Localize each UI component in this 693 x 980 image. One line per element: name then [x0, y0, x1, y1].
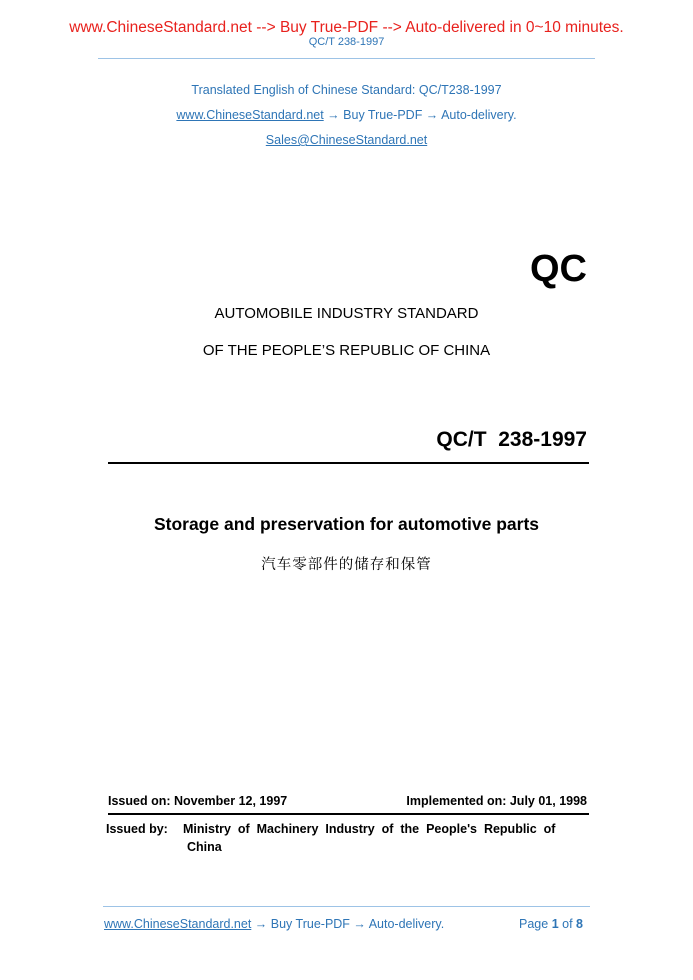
standard-number: QC/T 238-1997 — [436, 428, 587, 451]
footer-delivery-text: → Buy True-PDF → Auto-delivery. — [251, 917, 445, 931]
issued-on: Issued on: November 12, 1997 — [108, 794, 288, 808]
promo-banner[interactable]: www.ChineseStandard.net --> Buy True-PDF --> Auto-delivered in 0~10 minutes. — [69, 19, 624, 36]
issued-by-label: Issued by: — [106, 822, 168, 836]
issued-by-line-1: Ministry of Machinery Industry of the People's Republic of — [183, 822, 556, 836]
page-total: 8 — [576, 917, 583, 931]
issued-by-line-2: China — [187, 840, 222, 854]
org-line-1: AUTOMOBILE INDUSTRY STANDARD — [214, 305, 479, 322]
document-title-en: Storage and preservation for automotive parts — [153, 514, 540, 534]
email-link[interactable]: Sales@ChineseStandard.net — [265, 133, 428, 147]
site-link[interactable]: www.ChineseStandard.net — [176, 108, 324, 122]
page-label: Page — [519, 917, 549, 931]
issue-divider — [108, 813, 589, 815]
org-line-2: OF THE PEOPLE’S REPUBLIC OF CHINA — [202, 342, 491, 359]
translation-notice: Translated English of Chinese Standard: QC/T238-1997 — [191, 83, 502, 97]
header-standard-code: QC/T 238-1997 — [308, 36, 385, 48]
page-indicator — [519, 917, 583, 931]
footer-site-link[interactable]: www.ChineseStandard.net — [104, 917, 252, 931]
title-divider — [108, 462, 589, 464]
page-current: 1 — [551, 917, 559, 931]
delivery-line — [0, 108, 693, 122]
header-divider — [98, 58, 595, 59]
footer-divider — [103, 906, 590, 907]
footer-delivery-line — [104, 917, 444, 931]
delivery-text: → Buy True-PDF → Auto-delivery. — [323, 108, 517, 122]
page-of: of — [562, 917, 573, 931]
qc-mark: QC — [530, 248, 587, 290]
email-line — [0, 133, 693, 147]
document-title-cn: 汽车零部件的储存和保管 — [261, 557, 432, 573]
implemented-on: Implemented on: July 01, 1998 — [406, 794, 587, 808]
